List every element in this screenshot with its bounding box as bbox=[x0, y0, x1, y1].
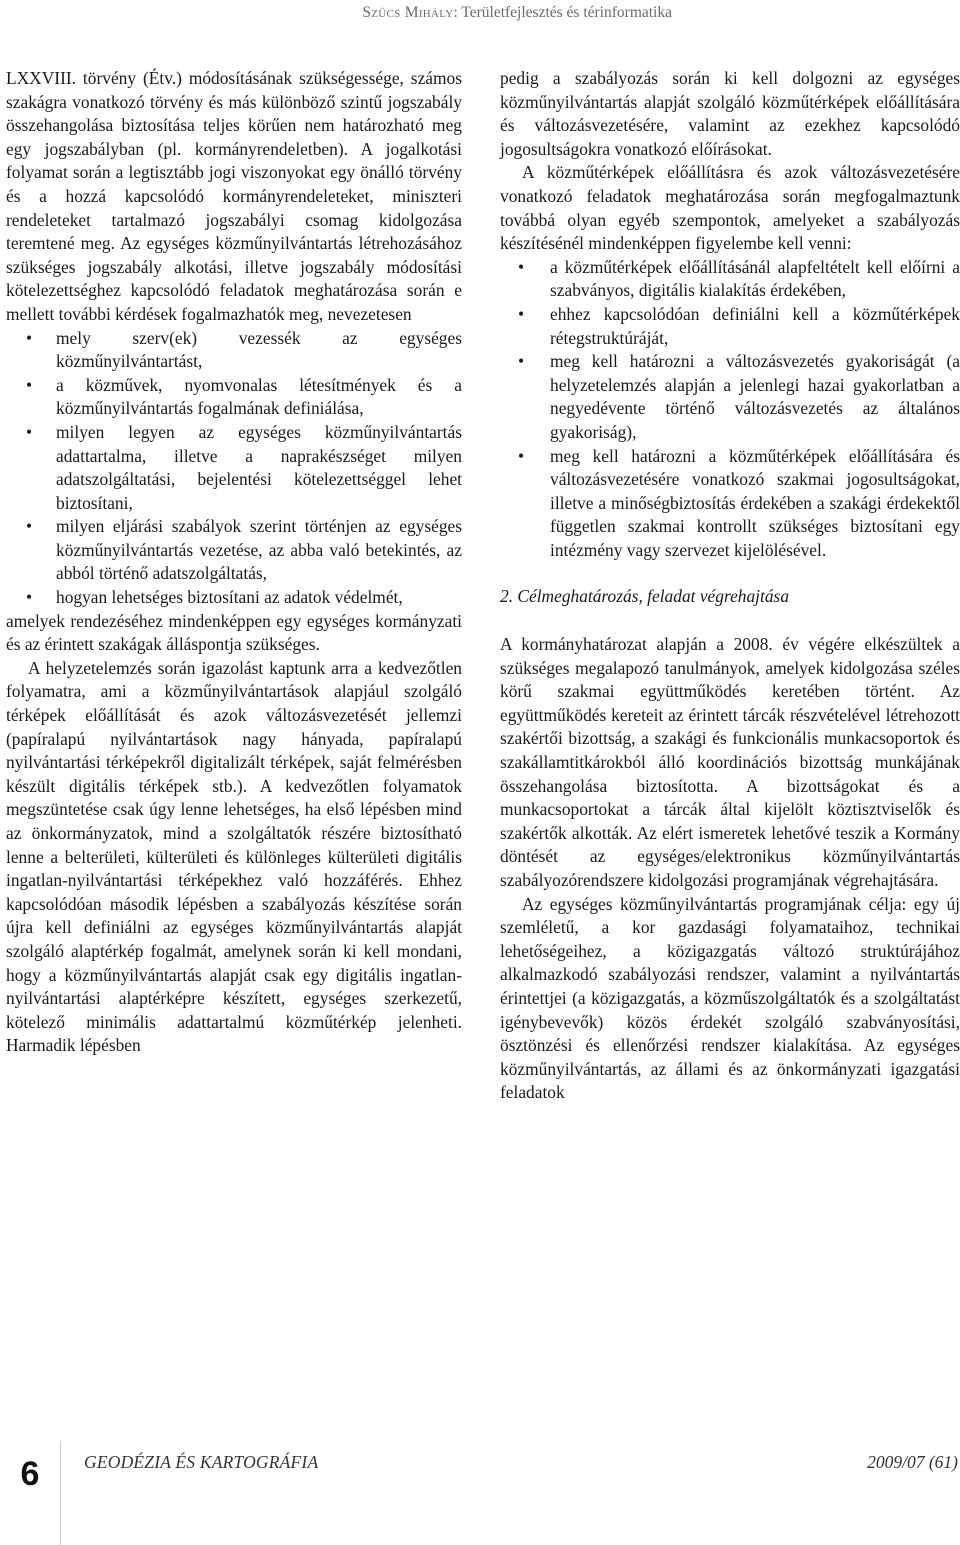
running-head-separator: : bbox=[453, 4, 462, 21]
right-column bbox=[500, 67, 960, 1105]
left-paragraph-1: LXXVIII. törvény (Étv.) módosításának szükségessége, számos szakágra vonatkozó törvény és más különböző szintű jogszabály összehangolása biztosítása teljes körűen nem határozható meg egy jogszabályban (pl. kormányrendeletben). A jogalkotási folyamat során a legtisztább jogi viszonyokat egy önálló törvény és a hozzá kapcsolódó kormányrendeleteket, miniszteri rendeleteket tartalmazó jogszabályi csomag kidolgozása teremtené meg. Az egységes közműnyilvántartás létrehozásához szükséges jogszabály alkotási, illetve jogszabály módosítási kötelezettséghez kapcsolódó feladatok meghatározása során e mellett további kérdések fogalmazhatók meg, nevezetesen bbox=[6, 68, 462, 324]
list-item: • hogyan lehetséges biztosítani az adatok védelmét, bbox=[6, 586, 462, 610]
list-item: • milyen eljárási szabályok szerint történjen az egységes közműnyilvántartás vezetése, az abba való betekintés, az abból történő adatszolgáltatás, bbox=[6, 515, 462, 586]
left-paragraph-3: A helyzetelemzés során igazolást kaptunk arra a kedvezőtlen folyamatra, ami a közműnyilvántartások alapjául szolgáló térképek előállítását és azok változásvezetését jellemzi (papíralapú nyilvántartások nagy hányada, papíralapú nyilvántartási térképekről digitalizált térképek, saját felmérésben készült digitális térképek stb.). A kedvezőtlen folyamatok megszüntetése csak úgy lenne lehetséges, ha első lépésben mind az önkormányzatok, mind a szolgáltatók részére biztosítható lenne a belterületi, külterületi és különleges külterületi digitális ingatlan-nyilvántartási térképekhez való hozzáférés. Ehhez kapcsolódóan második lépésben a szabályozás készítése során újra kell definiálni az egységes közműnyilvántartás alapját szolgáló alaptérkép fogalmát, amelynek során ki kell mondani, hogy a közműnyilvántartás alapját csak egy digitális ingatlan-nyilvántartási alaptérképre készített, egységes szerkezetű, kötelező minimális adattartalmú közműtérkép jelenheti. Harmadik lépésben bbox=[6, 657, 462, 1056]
right-bullet-list bbox=[500, 256, 960, 563]
list-item: • meg kell határozni a közműtérképek előállítására és változásvezetésére vonatkozó szakmai jogosultságokat, illetve a minőségbiztosítás érdekében a szakági érdekektől független szakmai kontrollt szükséges biztosítani egy intézmény vagy szervezet kijelölésével. bbox=[500, 445, 960, 563]
left-bullet-list bbox=[6, 327, 462, 610]
running-head-title: Területfejlesztés és térinformatika bbox=[461, 4, 672, 21]
right-paragraph-2: A közműtérképek előállításra és azok változásvezetésére vonatkozó feladatok meghatározása során megfogalmaztunk továbbá olyan egyéb szempontok, amelyeket a szabályozás készítésénél mindenképpen figyelembe kell venni: bbox=[500, 162, 960, 254]
list-item: • mely szerv(ek) vezessék az egységes közműnyilvántartást, bbox=[6, 327, 462, 374]
page-number-box bbox=[0, 1441, 61, 1545]
page-footer bbox=[0, 1435, 960, 1545]
right-paragraph-1: pedig a szabályozás során ki kell dolgozni az egységes közműnyilvántartás alapját szolgáló közműtérképek előállítására és változásvezetésére, valamint az ezekhez kapcsolódó jogosultságokra vonatkozó előírásokat. bbox=[500, 68, 960, 159]
running-head bbox=[0, 0, 960, 26]
list-item: • meg kell határozni a változásvezetés gyakoriságát (a helyzetelemzés alapján a jelenlegi hazai gyakorlatban a negyedévente történő változásvezetés az általános gyakoriság), bbox=[500, 350, 960, 444]
journal-name: GEODÉZIA ÉS KARTOGRÁFIA bbox=[84, 1452, 319, 1472]
list-item: • a közművek, nyomvonalas létesítmények és a közműnyilvántartás fogalmának definiálása, bbox=[6, 374, 462, 421]
issue-number: 2009/07 (61) bbox=[867, 1452, 958, 1472]
list-item: • ehhez kapcsolódóan definiálni kell a közműtérképek rétegstruktúráját, bbox=[500, 303, 960, 350]
list-item: • milyen legyen az egységes közműnyilvántartás adattartalma, illetve a naprakészséget milyen adatszolgáltatási, bejelentési kötelezettséggel lehet biztosítani, bbox=[6, 421, 462, 515]
section-heading: 2. Célmeghatározás, feladat végrehajtása bbox=[500, 586, 790, 607]
right-paragraph-3: A kormányhatározat alapján a 2008. év végére elkészültek a szükséges megalapozó tanulmányok, amelyek kidolgozása széles körű szakmai együttműködés keretében történt. Az együttműködés kereteit az érintett tárcák részvételével létrehozott szakértői bizottság, a szakági és funkcionális munkacsoportok és szakállamtitkárokból álló koordinációs bizottság munkájának összehangolása biztosította. A bizottságokat és a munkacsoportokat a tárcák által kijelölt köztisztviselők és szakértők alkották. Az elért ismeretek lehetővé teszik a Kormány döntését az egységes/elektronikus közműnyilvántartás szabályozórendszere kidolgozási programjának végrehajtására. bbox=[500, 634, 960, 890]
page-number: 6 bbox=[20, 1455, 40, 1493]
left-column bbox=[6, 67, 462, 1058]
left-paragraph-2: amelyek rendezéséhez mindenképpen egy egységes kormányzati és az érintett szakágak álláspontja szükséges. bbox=[6, 610, 462, 655]
right-paragraph-4: Az egységes közműnyilvántartás programjának célja: egy új szemléletű, a kor gazdasági folyamataihoz, technikai lehetőségeihez, a közigazgatás változó struktúrájához alkalmazkodó szabályozási rendszer, valamint a nyilvántartás érintettjei (a közigazgatás, a közműszolgáltatók és a szolgáltatást igénybevevők) közös érdekét szolgáló szabványosítási, ösztönzési és ellenőrzési rendszer kialakítása. Az egységes közműnyilvántartás, az állami és az önkormányzati igazgatási feladatok bbox=[500, 893, 960, 1103]
list-item: • a közműtérképek előállításánál alapfeltételt kell előírni a szabványos, digitális kialakítás érdekében, bbox=[500, 256, 960, 303]
running-head-author: Szűcs Mihály bbox=[362, 4, 454, 21]
